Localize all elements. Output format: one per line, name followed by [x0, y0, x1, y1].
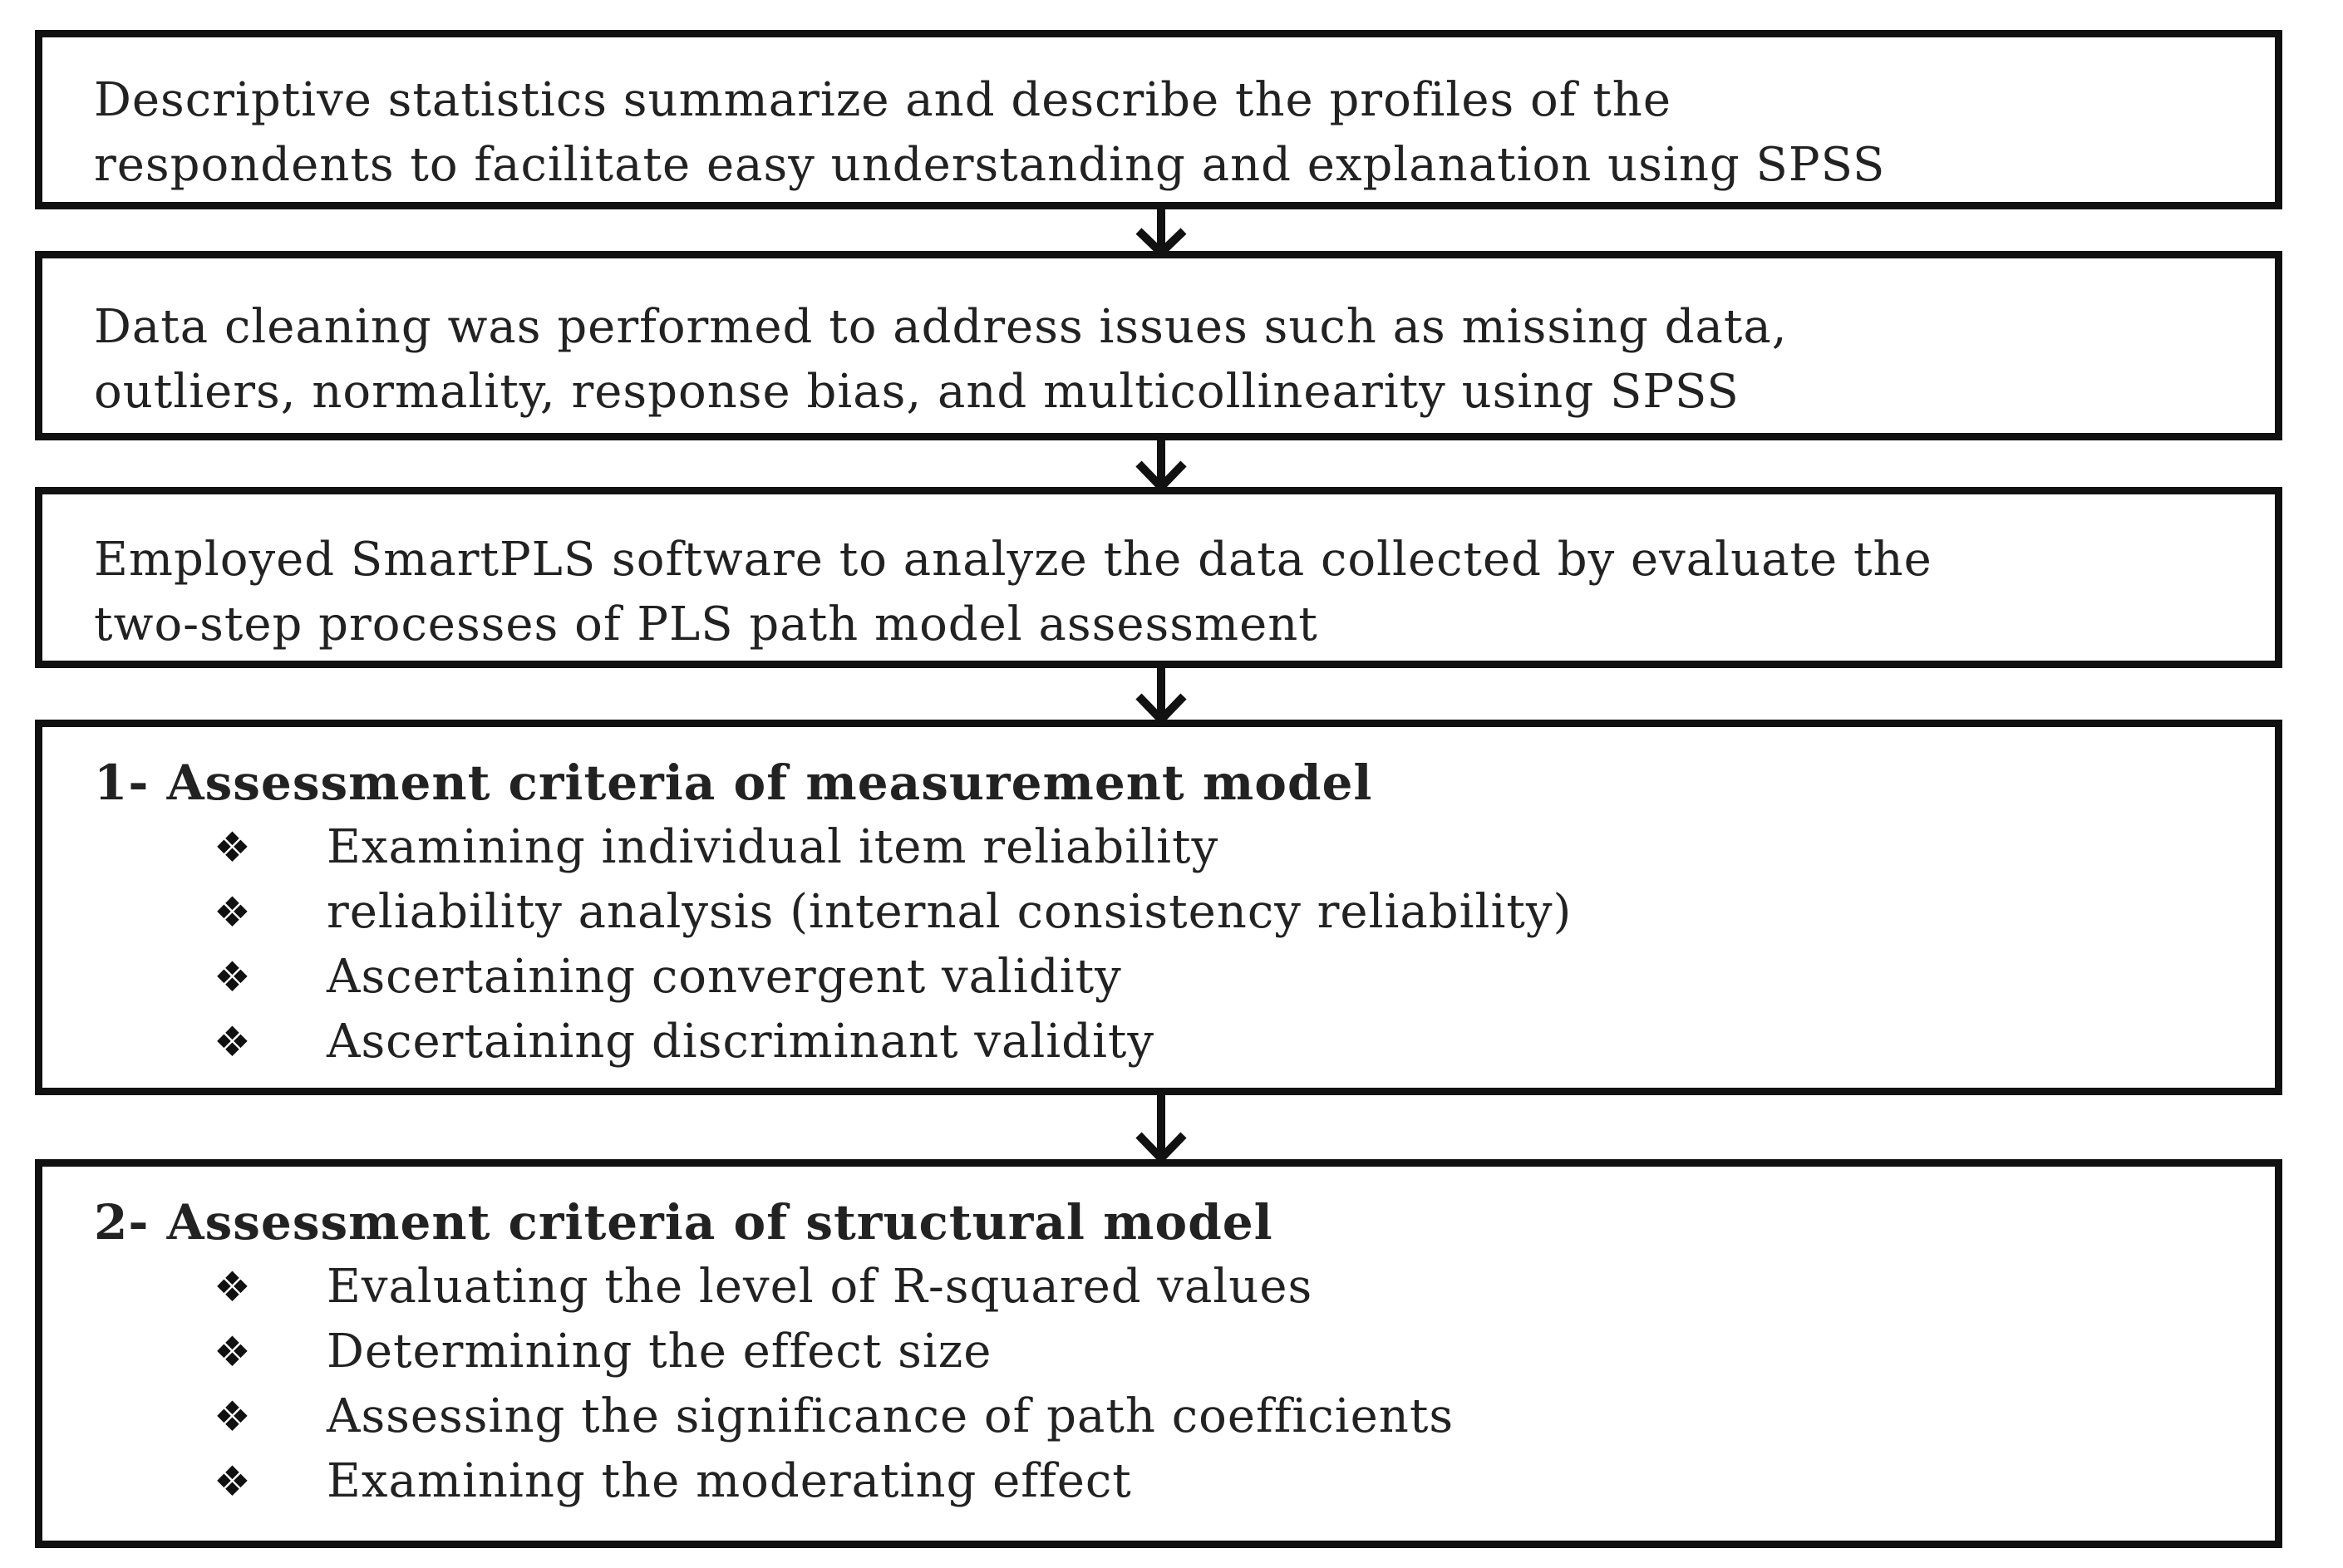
diamond-bullet-icon: ❖ — [214, 888, 252, 936]
diamond-bullet-icon: ❖ — [214, 823, 252, 872]
step-data-cleaning-text — [94, 295, 2242, 425]
flow-arrow-down-icon — [1132, 437, 1190, 490]
list-item-text: Ascertaining convergent validity — [327, 950, 1122, 1004]
list-item-text: Evaluating the level of R-squared values — [327, 1260, 1313, 1314]
diamond-bullet-icon: ❖ — [214, 1018, 252, 1066]
diamond-bullet-icon: ❖ — [214, 1328, 252, 1376]
step-text-line: Employed SmartPLS software to analyze the data collected by evaluate the — [94, 533, 1932, 587]
list-item-text: Assessing the significance of path coefficients — [327, 1389, 1455, 1443]
list-item — [42, 1384, 2275, 1449]
structural-model-title: 2- Assessment criteria of structural model — [94, 1194, 1273, 1251]
step-text-line: respondents to facilitate easy understanding and explanation using SPSS — [94, 138, 1886, 192]
step-smartpls-box — [35, 487, 2282, 668]
step-descriptive-statistics-box — [35, 30, 2282, 209]
step-text-line: Descriptive statistics summarize and describe the profiles of the — [94, 73, 1671, 127]
flow-arrow-down-icon — [1132, 1092, 1190, 1162]
step-descriptive-statistics-text — [94, 68, 2242, 198]
flow-arrow-down-icon — [1132, 206, 1190, 256]
diamond-bullet-icon: ❖ — [214, 953, 252, 1001]
diamond-bullet-icon: ❖ — [214, 1457, 252, 1506]
step-text-line: outliers, normality, response bias, and multicollinearity using SPSS — [94, 365, 1740, 419]
measurement-model-title: 1- Assessment criteria of measurement model — [94, 755, 1373, 811]
list-item — [42, 1320, 2275, 1384]
list-item-text: reliability analysis (internal consistency reliability) — [327, 885, 1573, 939]
diamond-bullet-icon: ❖ — [214, 1263, 252, 1311]
list-item — [42, 880, 2275, 945]
step-data-cleaning-box — [35, 251, 2282, 440]
list-item-text: Determining the effect size — [327, 1325, 992, 1379]
list-item-text: Ascertaining discriminant validity — [327, 1015, 1155, 1069]
list-item — [42, 1010, 2275, 1074]
list-item — [42, 815, 2275, 880]
step-text-line: Data cleaning was performed to address issues such as missing data, — [94, 300, 1788, 354]
structural-criteria-list — [42, 1255, 2275, 1514]
measurement-criteria-list — [42, 815, 2275, 1074]
step-text-line: two-step processes of PLS path model assessment — [94, 597, 1318, 651]
list-item — [42, 1255, 2275, 1320]
list-item-text: Examining the moderating effect — [327, 1454, 1132, 1508]
diamond-bullet-icon: ❖ — [214, 1393, 252, 1441]
list-item — [42, 1449, 2275, 1514]
list-item — [42, 945, 2275, 1010]
measurement-model-box — [35, 720, 2282, 1095]
flow-arrow-down-icon — [1132, 665, 1190, 723]
structural-model-box — [35, 1159, 2282, 1548]
step-smartpls-text — [94, 528, 2242, 657]
list-item-text: Examining individual item reliability — [327, 820, 1219, 874]
